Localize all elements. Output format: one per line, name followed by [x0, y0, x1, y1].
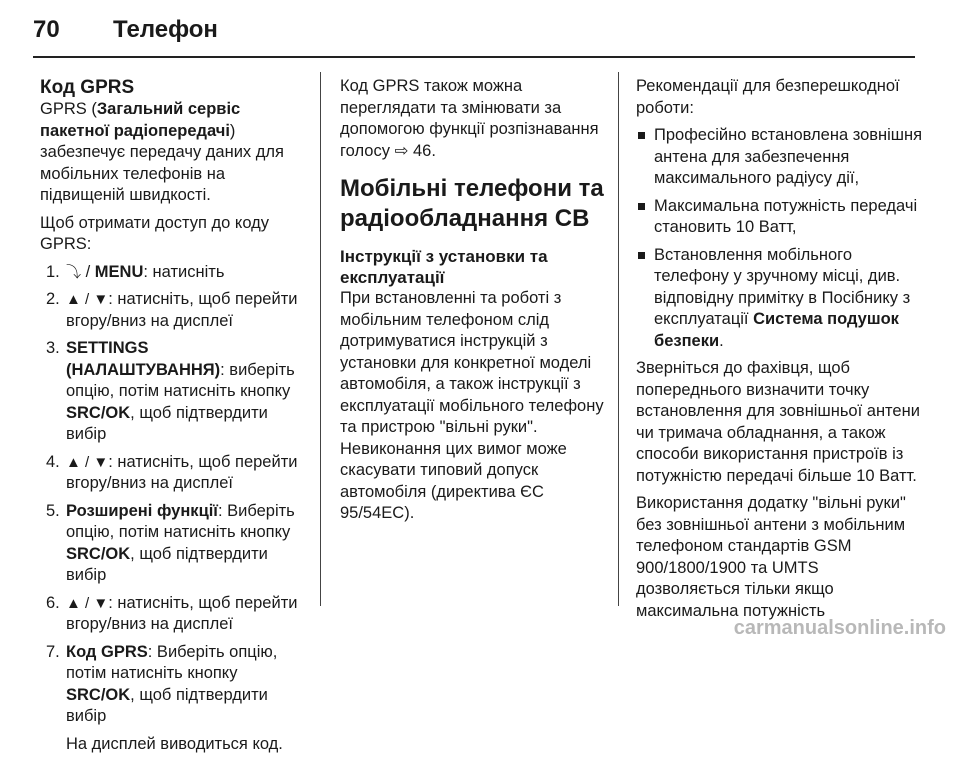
handsfree-paragraph: Використання додатку "вільні руки" без зовнішньої антени з мобільним телефоном стандартів GSM 900/1800/1900 та UMTS дозволяється тільки якщо максимальна потужність: [636, 494, 906, 620]
step-6: 6. ▲ / ▼: натисніть, щоб перейти вгору/вниз на дисплеї: [46, 593, 298, 633]
header-divider: [33, 56, 915, 58]
page-number: 70: [33, 16, 60, 43]
column-divider-1: [320, 72, 321, 606]
step-4: 4. ▲ / ▼: натисніть, щоб перейти вгору/вниз на дисплеї: [46, 452, 298, 492]
step-3: 3. SETTINGS (НАЛАШТУВАННЯ): виберіть опцію, потім натисніть кнопку SRC/OK, щоб підтвердити вибір: [46, 339, 295, 443]
gprs-intro: GPRS (Загальний сервіс пакетної радіопередачі) забезпечує передачу даних для мобільних телефонів на підвищеній швидкості.: [40, 100, 284, 204]
voice-recognition-text: Код GPRS також можна переглядати та змінювати за допомогою функції розпізнавання голосу ⇨ 46.: [340, 77, 599, 160]
step-5: 5. Розширені функції: Виберіть опцію, потім натисніть кнопку SRC/OK, щоб підтвердити вибір: [46, 501, 295, 584]
recommendation-3: Встановлення мобільного телефону у зручному місці, див. відповідну примітку в Посібнику з експлуатації Система подушок безпеки.: [636, 245, 926, 353]
up-down-arrows-icon: ▲ / ▼: [66, 594, 109, 612]
column-divider-2: [618, 72, 619, 606]
recommendations-intro: Рекомендації для безперешкодної роботи:: [636, 77, 900, 117]
gprs-access-text: Щоб отримати доступ до коду GPRS:: [40, 213, 270, 253]
up-down-arrows-icon: ▲ / ▼: [66, 291, 109, 308]
page-title: Телефон: [113, 16, 218, 43]
phone-arrow-icon: ⤵: [66, 263, 82, 281]
recommendation-2: Максимальна потужність передачі становить 10 Ватт,: [636, 196, 926, 239]
page-reference-icon: ⇨: [394, 141, 409, 160]
up-down-arrows-icon: ▲ / ▼: [66, 453, 109, 471]
column-1: [40, 76, 305, 761]
instructions-heading: Інструкції з установки та експлуатації: [340, 247, 548, 287]
specialist-paragraph: Зверніться до фахівця, щоб попереднього визначити точку встановлення для зовнішньої антени чи тримача обладнання, а також способи використання пристроїв із потужністю передачі більше 10 Ватт.: [636, 359, 920, 485]
column-2: [340, 76, 605, 531]
step-1: 1. ⤵ / MENU: натисніть: [40, 262, 305, 284]
page-header: [33, 16, 933, 56]
after-steps-text: На дисплей виводиться код.: [66, 734, 283, 753]
step-2: 2. ▲ / ▼: натисніть, щоб перейти вгору/вниз на дисплеї: [46, 290, 298, 330]
watermark: carmanualsonline.info: [733, 617, 946, 639]
gprs-heading: Код GPRS: [40, 77, 135, 98]
column-3: [636, 76, 926, 628]
recommendation-1: Професійно встановлена зовнішня антена для забезпечення максимального радіусу дії,: [636, 125, 926, 190]
instructions-body: При встановленні та роботі з мобільним телефоном слід дотримуватися інструкцій з установки для конкретної моделі автомобіля, а також інструкції з експлуатації мобільного телефону та пристрою "вільні руки". Невиконання цих вимог може скасувати типовий допуск автомобіля (директива ЄС 95/54EC).: [340, 289, 604, 522]
cb-radio-heading: Мобільні телефони та радіообладнання СВ: [340, 175, 604, 232]
recommendations-list: [636, 125, 926, 352]
gprs-steps: [40, 262, 305, 728]
step-7: 7. Код GPRS: Виберіть опцію, потім натисніть кнопку SRC/OK, щоб підтвердити вибір: [46, 642, 278, 725]
